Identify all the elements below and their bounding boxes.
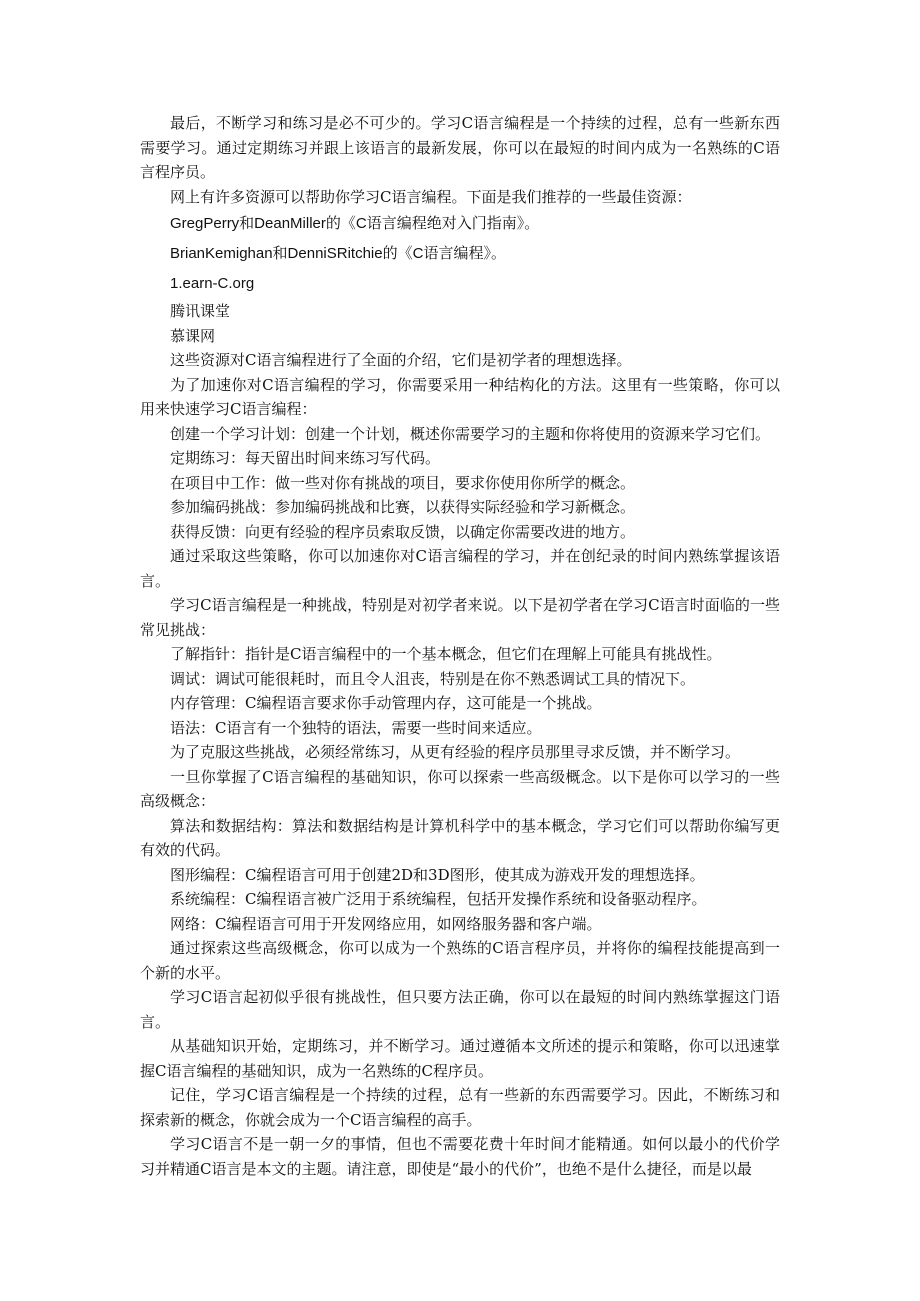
document-body [140, 111, 780, 1181]
paragraph: 通过采取这些策略，你可以加速你对C语言编程的学习，并在创纪录的时间内熟练掌握该语言。 [140, 547, 780, 590]
paragraph: 在项目中工作：做一些对你有挑战的项目，要求你使用你所学的概念。 [170, 473, 636, 492]
paragraph: 调试：调试可能很耗时，而且令人沮丧，特别是在你不熟悉调试工具的情况下。 [170, 669, 696, 688]
paragraph: 了解指针：指针是C语言编程中的一个基本概念，但它们在理解上可能具有挑战性。 [170, 645, 722, 663]
paragraph: 网络：C编程语言可用于开发网络应用，如网络服务器和客户端。 [170, 914, 602, 933]
paragraph: 记住，学习C语言编程是一个持续的过程，总有一些新的东西需要学习。因此，不断练习和探索新的概念，你就会成为一个C语言编程的高手。 [140, 1086, 780, 1129]
paragraph: 学习C语言不是一朝一夕的事情，但也不需要花费十年时间才能精通。如何以最小的代价学习并精通C语言是本文的主题。请注意，即使是“最小的代价”，也绝不是什么捷径，而是以最 [140, 1135, 780, 1178]
paragraph: 创建一个学习计划：创建一个计划，概述你需要学习的主题和你将使用的资源来学习它们。 [170, 424, 771, 443]
paragraph: BrianKemighan和DenniSRitchie的《C语言编程》。 [170, 245, 506, 262]
paragraph: 慕课网 [170, 326, 216, 345]
paragraph: 这些资源对C语言编程进行了全面的介绍，它们是初学者的理想选择。 [170, 351, 632, 369]
paragraph: 为了加速你对C语言编程的学习，你需要采用一种结构化的方法。这里有一些策略，你可以用来快速学习C语言编程： [140, 375, 780, 418]
paragraph: 定期练习：每天留出时间来练习写代码。 [170, 449, 441, 467]
paragraph: 从基础知识开始，定期练习，并不断学习。通过遵循本文所述的提示和策略，你可以迅速掌握C语言编程的基础知识，成为一名熟练的C程序员。 [140, 1037, 780, 1080]
paragraph: 语法：C语言有一个独特的语法，需要一些时间来适应。 [170, 718, 542, 737]
paragraph: 系统编程：C编程语言被广泛用于系统编程，包括开发操作系统和设备驱动程序。 [170, 890, 707, 908]
paragraph: 腾讯课堂 [170, 302, 231, 320]
paragraph: 为了克服这些挑战，必须经常练习，从更有经验的程序员那里寻求反馈，并不断学习。 [170, 743, 741, 761]
paragraph: 网上有许多资源可以帮助你学习C语言编程。下面是我们推荐的一些最佳资源： [170, 187, 692, 206]
paragraph: 最后，不断学习和练习是必不可少的。学习C语言编程是一个持续的过程，总有一些新东西需要学习。通过定期练习并跟上该语言的最新发展，你可以在最短的时间内成为一名熟练的C语言程序员。 [140, 114, 780, 181]
paragraph: GregPerry和DeanMiller的《C语言编程绝对入门指南》。 [170, 215, 540, 232]
paragraph: 算法和数据结构：算法和数据结构是计算机科学中的基本概念，学习它们可以帮助你编写更有效的代码。 [140, 816, 780, 859]
paragraph: 学习C语言编程是一种挑战，特别是对初学者来说。以下是初学者在学习C语言时面临的一些常见挑战： [140, 596, 780, 639]
paragraph: 内存管理：C编程语言要求你手动管理内存，这可能是一个挑战。 [170, 694, 602, 712]
paragraph: 学习C语言起初似乎很有挑战性，但只要方法正确，你可以在最短的时间内熟练掌握这门语言。 [140, 988, 780, 1031]
paragraph: 获得反馈：向更有经验的程序员索取反馈，以确定你需要改进的地方。 [170, 522, 636, 541]
paragraph: 参加编码挑战：参加编码挑战和比赛，以获得实际经验和学习新概念。 [170, 498, 636, 516]
paragraph: 图形编程：C编程语言可用于创建2D和3D图形，使其成为游戏开发的理想选择。 [170, 865, 705, 884]
paragraph: 1.earn-C.org [170, 275, 255, 292]
paragraph: 一旦你掌握了C语言编程的基础知识，你可以探索一些高级概念。以下是你可以学习的一些高级概念： [140, 767, 780, 810]
paragraph: 通过探索这些高级概念，你可以成为一个熟练的C语言程序员，并将你的编程技能提高到一个新的水平。 [140, 939, 780, 982]
